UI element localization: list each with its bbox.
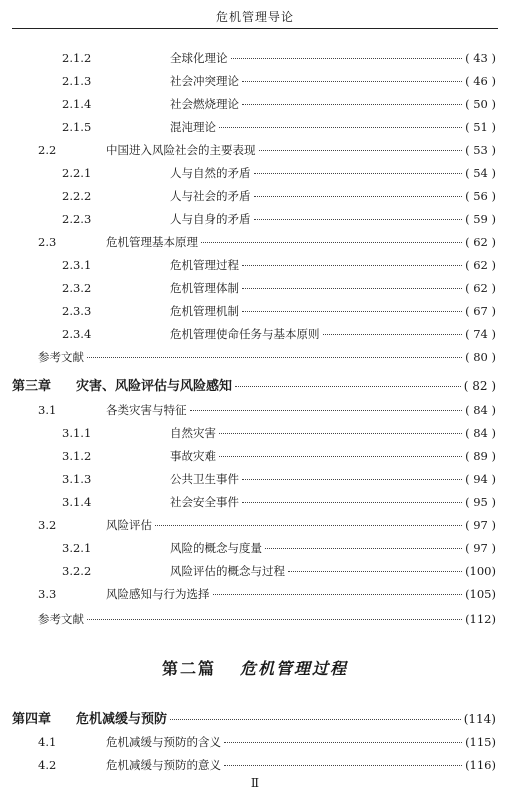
toc-title: 社会冲突理论: [170, 74, 239, 88]
toc-number: 2.2.1: [62, 166, 92, 180]
dot-leader: [242, 311, 462, 312]
toc-number: 2.1.3: [62, 74, 92, 88]
dot-leader: [224, 742, 462, 743]
toc-page: ( 94 ): [465, 472, 496, 486]
toc-row: [0, 734, 496, 750]
toc-chapter-title: 灾害、风险评估与风险感知: [76, 379, 233, 394]
toc-page: ( 82 ): [463, 379, 496, 393]
dot-leader: [242, 479, 462, 480]
toc-row: [0, 471, 496, 487]
dot-leader: [259, 150, 463, 151]
toc-title: 危机管理机制: [170, 304, 239, 318]
running-header: 危机管理导论: [215, 10, 294, 24]
dot-leader: [170, 719, 461, 720]
toc-page: ( 67 ): [465, 304, 496, 318]
toc-page: ( 97 ): [465, 518, 496, 532]
toc-title: 危机减缓与预防的含义: [106, 735, 221, 749]
toc-row: [0, 165, 496, 181]
toc-row-chapter: [0, 708, 496, 727]
toc-number: 3.1.4: [62, 495, 92, 509]
toc-row: [0, 257, 496, 273]
toc-number: 4.1: [38, 735, 57, 749]
toc-number: 3.2.2: [62, 564, 92, 578]
toc-page: ( 43 ): [465, 51, 496, 65]
toc-number: 3.2.1: [62, 541, 92, 555]
toc-page: ( 50 ): [465, 97, 496, 111]
toc-page: ( 53 ): [465, 143, 496, 157]
toc-row: [0, 563, 496, 579]
toc-title: 全球化理论: [170, 51, 228, 65]
toc-number: 2.3.2: [62, 281, 92, 295]
page-number: Ⅱ: [250, 776, 260, 790]
toc-title: 公共卫生事件: [170, 472, 239, 486]
toc-row: [0, 448, 496, 464]
toc-page: ( 80 ): [465, 350, 496, 364]
dot-leader: [224, 765, 462, 766]
toc-title: 危机减缓与预防的意义: [106, 758, 221, 772]
toc-title: 风险感知与行为选择: [106, 587, 210, 601]
toc-number: 3.1: [38, 403, 57, 417]
toc-number: 3.3: [38, 587, 57, 601]
toc-page: ( 97 ): [465, 541, 496, 555]
toc-title: 风险评估: [106, 518, 152, 532]
toc-number: 3.2: [38, 518, 57, 532]
toc-page: ( 62 ): [465, 258, 496, 272]
toc-page: ( 74 ): [465, 327, 496, 341]
part-name: 危机管理过程: [240, 659, 349, 678]
part-heading: [0, 656, 510, 679]
toc-number: 2.2.3: [62, 212, 92, 226]
dot-leader: [235, 386, 461, 387]
toc-number: 4.2: [38, 758, 57, 772]
toc-page: (115): [465, 735, 496, 749]
dot-leader: [242, 288, 462, 289]
toc-row: [0, 188, 496, 204]
dot-leader: [87, 357, 462, 358]
dot-leader: [242, 265, 462, 266]
toc-title: 混沌理论: [170, 120, 216, 134]
dot-leader: [219, 127, 462, 128]
toc-page: ( 46 ): [465, 74, 496, 88]
toc-page: ( 62 ): [465, 235, 496, 249]
toc-row: [0, 494, 496, 510]
toc-row: [0, 425, 496, 441]
dot-leader: [231, 58, 463, 59]
toc-row: [0, 402, 496, 418]
toc-row: [0, 517, 496, 533]
toc-page: (114): [463, 712, 496, 726]
toc-title: 人与自然的矛盾: [170, 166, 251, 180]
toc-title: 人与社会的矛盾: [170, 189, 251, 203]
toc-page: ( 84 ): [465, 426, 496, 440]
dot-leader: [242, 81, 462, 82]
toc-title: 社会安全事件: [170, 495, 239, 509]
toc-page: ( 84 ): [465, 403, 496, 417]
dot-leader: [254, 173, 463, 174]
toc-row: [0, 326, 496, 342]
toc-row: [0, 119, 496, 135]
dot-leader: [87, 619, 462, 620]
dot-leader: [155, 525, 462, 526]
toc-row-references: [0, 349, 496, 365]
toc-page: ( 54 ): [465, 166, 496, 180]
dot-leader: [213, 594, 463, 595]
toc-page: ( 95 ): [465, 495, 496, 509]
toc-number: 2.3: [38, 235, 57, 249]
toc-title: 参考文献: [38, 612, 84, 626]
dot-leader: [219, 433, 462, 434]
toc-number: 2.3.4: [62, 327, 92, 341]
toc-title: 社会燃烧理论: [170, 97, 239, 111]
toc-number: 2.1.2: [62, 51, 92, 65]
dot-leader: [201, 242, 462, 243]
toc-row: [0, 50, 496, 66]
dot-leader: [242, 104, 462, 105]
part-label: 第二篇: [161, 659, 216, 678]
dot-leader: [190, 410, 463, 411]
toc-row: [0, 280, 496, 296]
toc-title: 参考文献: [38, 350, 84, 364]
toc-page: ( 51 ): [465, 120, 496, 134]
dot-leader: [242, 502, 462, 503]
toc-number: 2.2.2: [62, 189, 92, 203]
toc-row: [0, 234, 496, 250]
toc-number: 3.1.1: [62, 426, 92, 440]
dot-leader: [219, 456, 462, 457]
dot-leader: [323, 334, 463, 335]
toc-title: 中国进入风险社会的主要表现: [106, 143, 256, 157]
toc-row: [0, 540, 496, 556]
toc-title: 自然灾害: [170, 426, 216, 440]
toc-chapter-title: 危机减缓与预防: [76, 712, 168, 727]
toc-number: 2.1.5: [62, 120, 92, 134]
toc-row: [0, 757, 496, 773]
toc-page: ( 62 ): [465, 281, 496, 295]
toc-row: [0, 586, 496, 602]
toc-page: (100): [465, 564, 496, 578]
toc-page: (105): [465, 587, 496, 601]
toc-number: 2.3.3: [62, 304, 92, 318]
toc-number: 3.1.2: [62, 449, 92, 463]
toc-number: 2.3.1: [62, 258, 92, 272]
toc-page: (116): [465, 758, 496, 772]
toc-title: 危机管理体制: [170, 281, 239, 295]
toc-row-references: [0, 611, 496, 627]
toc-page: (112): [465, 612, 496, 626]
toc-title: 危机管理过程: [170, 258, 239, 272]
toc-row: [0, 73, 496, 89]
toc-title: 人与自身的矛盾: [170, 212, 251, 226]
toc-row: [0, 96, 496, 112]
toc-row: [0, 142, 496, 158]
toc-title: 风险评估的概念与过程: [170, 564, 285, 578]
toc-title: 各类灾害与特征: [106, 403, 187, 417]
toc-page: ( 89 ): [465, 449, 496, 463]
toc-title: 危机管理使命任务与基本原则: [170, 327, 320, 341]
toc-title: 风险的概念与度量: [170, 541, 262, 555]
toc-page: ( 59 ): [465, 212, 496, 226]
toc-page: ( 56 ): [465, 189, 496, 203]
toc-title: 危机管理基本原理: [106, 235, 198, 249]
toc-row: [0, 211, 496, 227]
dot-leader: [288, 571, 462, 572]
dot-leader: [254, 196, 463, 197]
toc-chapter-number: 第四章: [12, 712, 52, 727]
dot-leader: [254, 219, 463, 220]
toc-title: 事故灾难: [170, 449, 216, 463]
toc-number: 3.1.3: [62, 472, 92, 486]
header-rule: [12, 28, 498, 29]
dot-leader: [265, 548, 462, 549]
toc-number: 2.2: [38, 143, 57, 157]
toc-row: [0, 303, 496, 319]
toc-chapter-number: 第三章: [12, 379, 52, 394]
toc-row-chapter: [0, 375, 496, 394]
toc-number: 2.1.4: [62, 97, 92, 111]
